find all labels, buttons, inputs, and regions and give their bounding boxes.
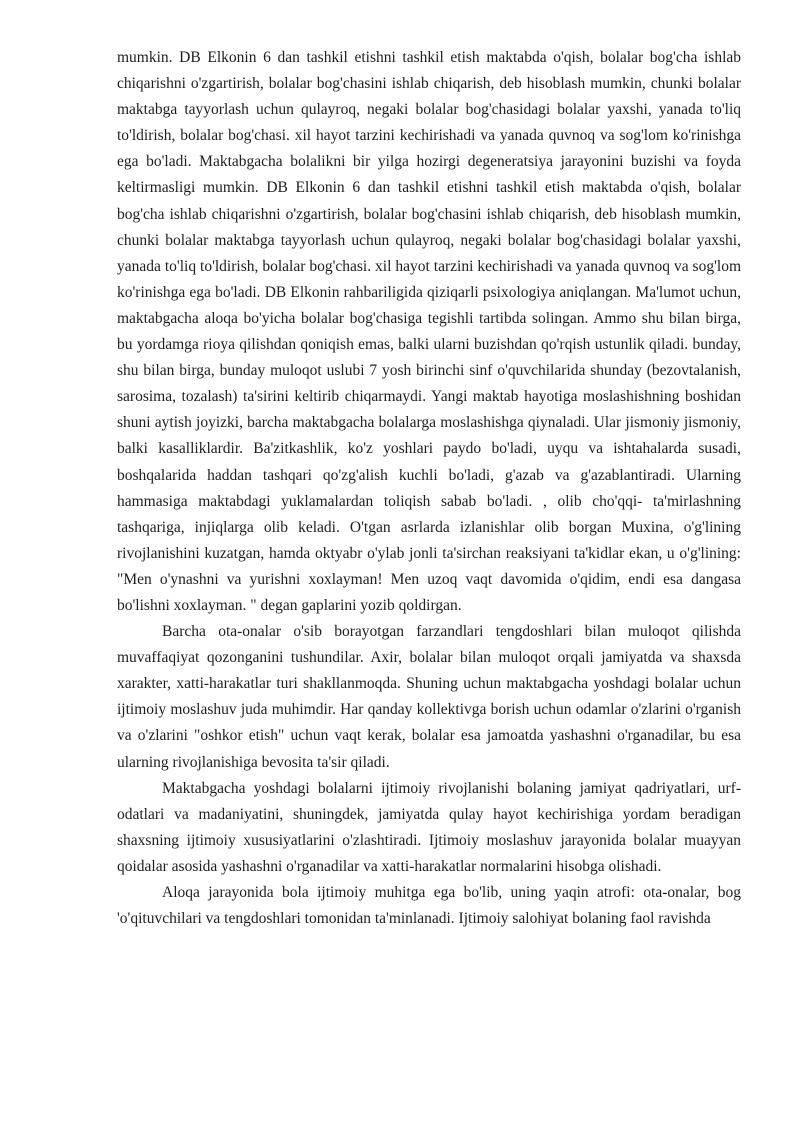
paragraph-communication-process: Aloqa jarayonida bola ijtimoiy muhitga ega bo'lib, uning yaqin atrofi: ota-onalar, bog 'o'qituvchilari va tengdoshlari tomonidan ta'minlanadi. Ijtimoiy salohiyat bolaning faol ravishda [117,884,741,928]
document-body [117,45,741,932]
paragraph-continuation: mumkin. DB Elkonin 6 dan tashkil etishni tashkil etish maktabda o'qish, bolalar bog'cha ishlab chiqarishni o'zgartirish, bolalar bog'chasini ishlab chiqarish, deb hisoblash mumkin, chunki bolalar maktabga tayyorlash uchun qulayroq, negaki bolalar bog'chasidagi bolalar yaxshi, yanada to'liq to'ldirish, bolalar bog'chasi. xil hayot tarzini kechirishadi va yanada quvnoq va sog'lom ko'rinishga ega bo'ladi. Maktabgacha bolalikni bir yilga hozirgi degeneratsiya jarayonini buzishi va foyda keltirmasligi mumkin. DB Elkonin 6 dan tashkil etishni tashkil etish maktabda o'qish, bolalar bog'cha ishlab chiqarishni o'zgartirish, bolalar bog'chasini ishlab chiqarish, deb hisoblash mumkin, chunki bolalar maktabga tayyorlash uchun qulayroq, negaki bolalar bog'chasidagi bolalar yaxshi, yanada to'liq to'ldirish, bolalar bog'chasi. xil hayot tarzini kechirishadi va yanada quvnoq va sog'lom ko'rinishga ega bo'ladi. DB Elkonin rahbariligida qiziqarli psixologiya aniqlangan. Ma'lumot uchun, maktabgacha aloqa bo'yicha bolalar bog'chasiga tegishli tartibda solingan. Ammo shu bilan birga, bu yordamga rioya qilishdan qoniqish emas, balki ularni buzishdan qo'rqish ustunlik qiladi. bunday, shu bilan birga, bunday muloqot uslubi 7 yosh birinchi sinf o'quvchilarida shunday (bezovtalanish, sarosima, tozalash) ta'sirini keltirib chiqarmaydi. Yangi maktab hayotiga moslashishning boshidan shuni aytish joyizki, barcha maktabgacha bolalarga moslashishga qiynaladi. Ular jismoniy jismoniy, balki kasalliklardir. Ba'zitkashlik, ko'z yoshlari paydo bo'ladi, uyqu va ishtahalarda susadi, boshqalarida haddan tashqari qo'zg'alish kuchli bo'ladi, g'azab va g'azablantiradi. Ularning hammasiga maktabdagi yuklamalardan toliqish sabab bo'ladi. , olib cho'qqi- ta'mirlashning tashqariga, injiqlarga olib keladi. O'tgan asrlarda izlanishlar olib borgan Muxina, o'g'lining rivojlanishini kuzatgan, hamda oktyabr o'ylab jonli ta'sirchan reaksiyani ta'kidlar ekan, u o'g'lining: "Men o'ynashni va yurishni xoxlayman! Men uzoq vaqt davomida o'qidim, endi esa dangasa bo'lishni xoxlayman. " degan gaplarini yozib qoldirgan. [117,49,741,614]
paragraph-parents-communication: Barcha ota-onalar o'sib borayotgan farzandlari tengdoshlari bilan muloqot qilishda muvaffaqiyat qozonganini tushundilar. Axir, bolalar bilan muloqot orqali jamiyatda va shaxsda xarakter, xatti-harakatlar turi shakllanmoqda. Shuning uchun maktabgacha yoshdagi bolalar uchun ijtimoiy moslashuv juda muhimdir. Har qanday kollektivga borish uchun odamlar o'zlarini o'rganish va o'zlarini "oshkor etish" uchun vaqt kerak, bolalar esa jamoatda yashashni o'rganadilar, bu esa ularning rivojlanishiga bevosita ta'sir qiladi. [117,623,741,771]
paragraph-social-development: Maktabgacha yoshdagi bolalarni ijtimoiy rivojlanishi bolaning jamiyat qadriyatlari, urf-odatlari va madaniyatini, shuningdek, jamiyatda qulay hayot kechirishiga yordam beradigan shaxsning ijtimoiy xususiyatlarini o'zlashtiradi. Ijtimoiy moslashuv jarayonida bolalar muayyan qoidalar asosida yashashni o'rganadilar va xatti-harakatlar normalarini hisobga olishadi. [117,779,741,875]
